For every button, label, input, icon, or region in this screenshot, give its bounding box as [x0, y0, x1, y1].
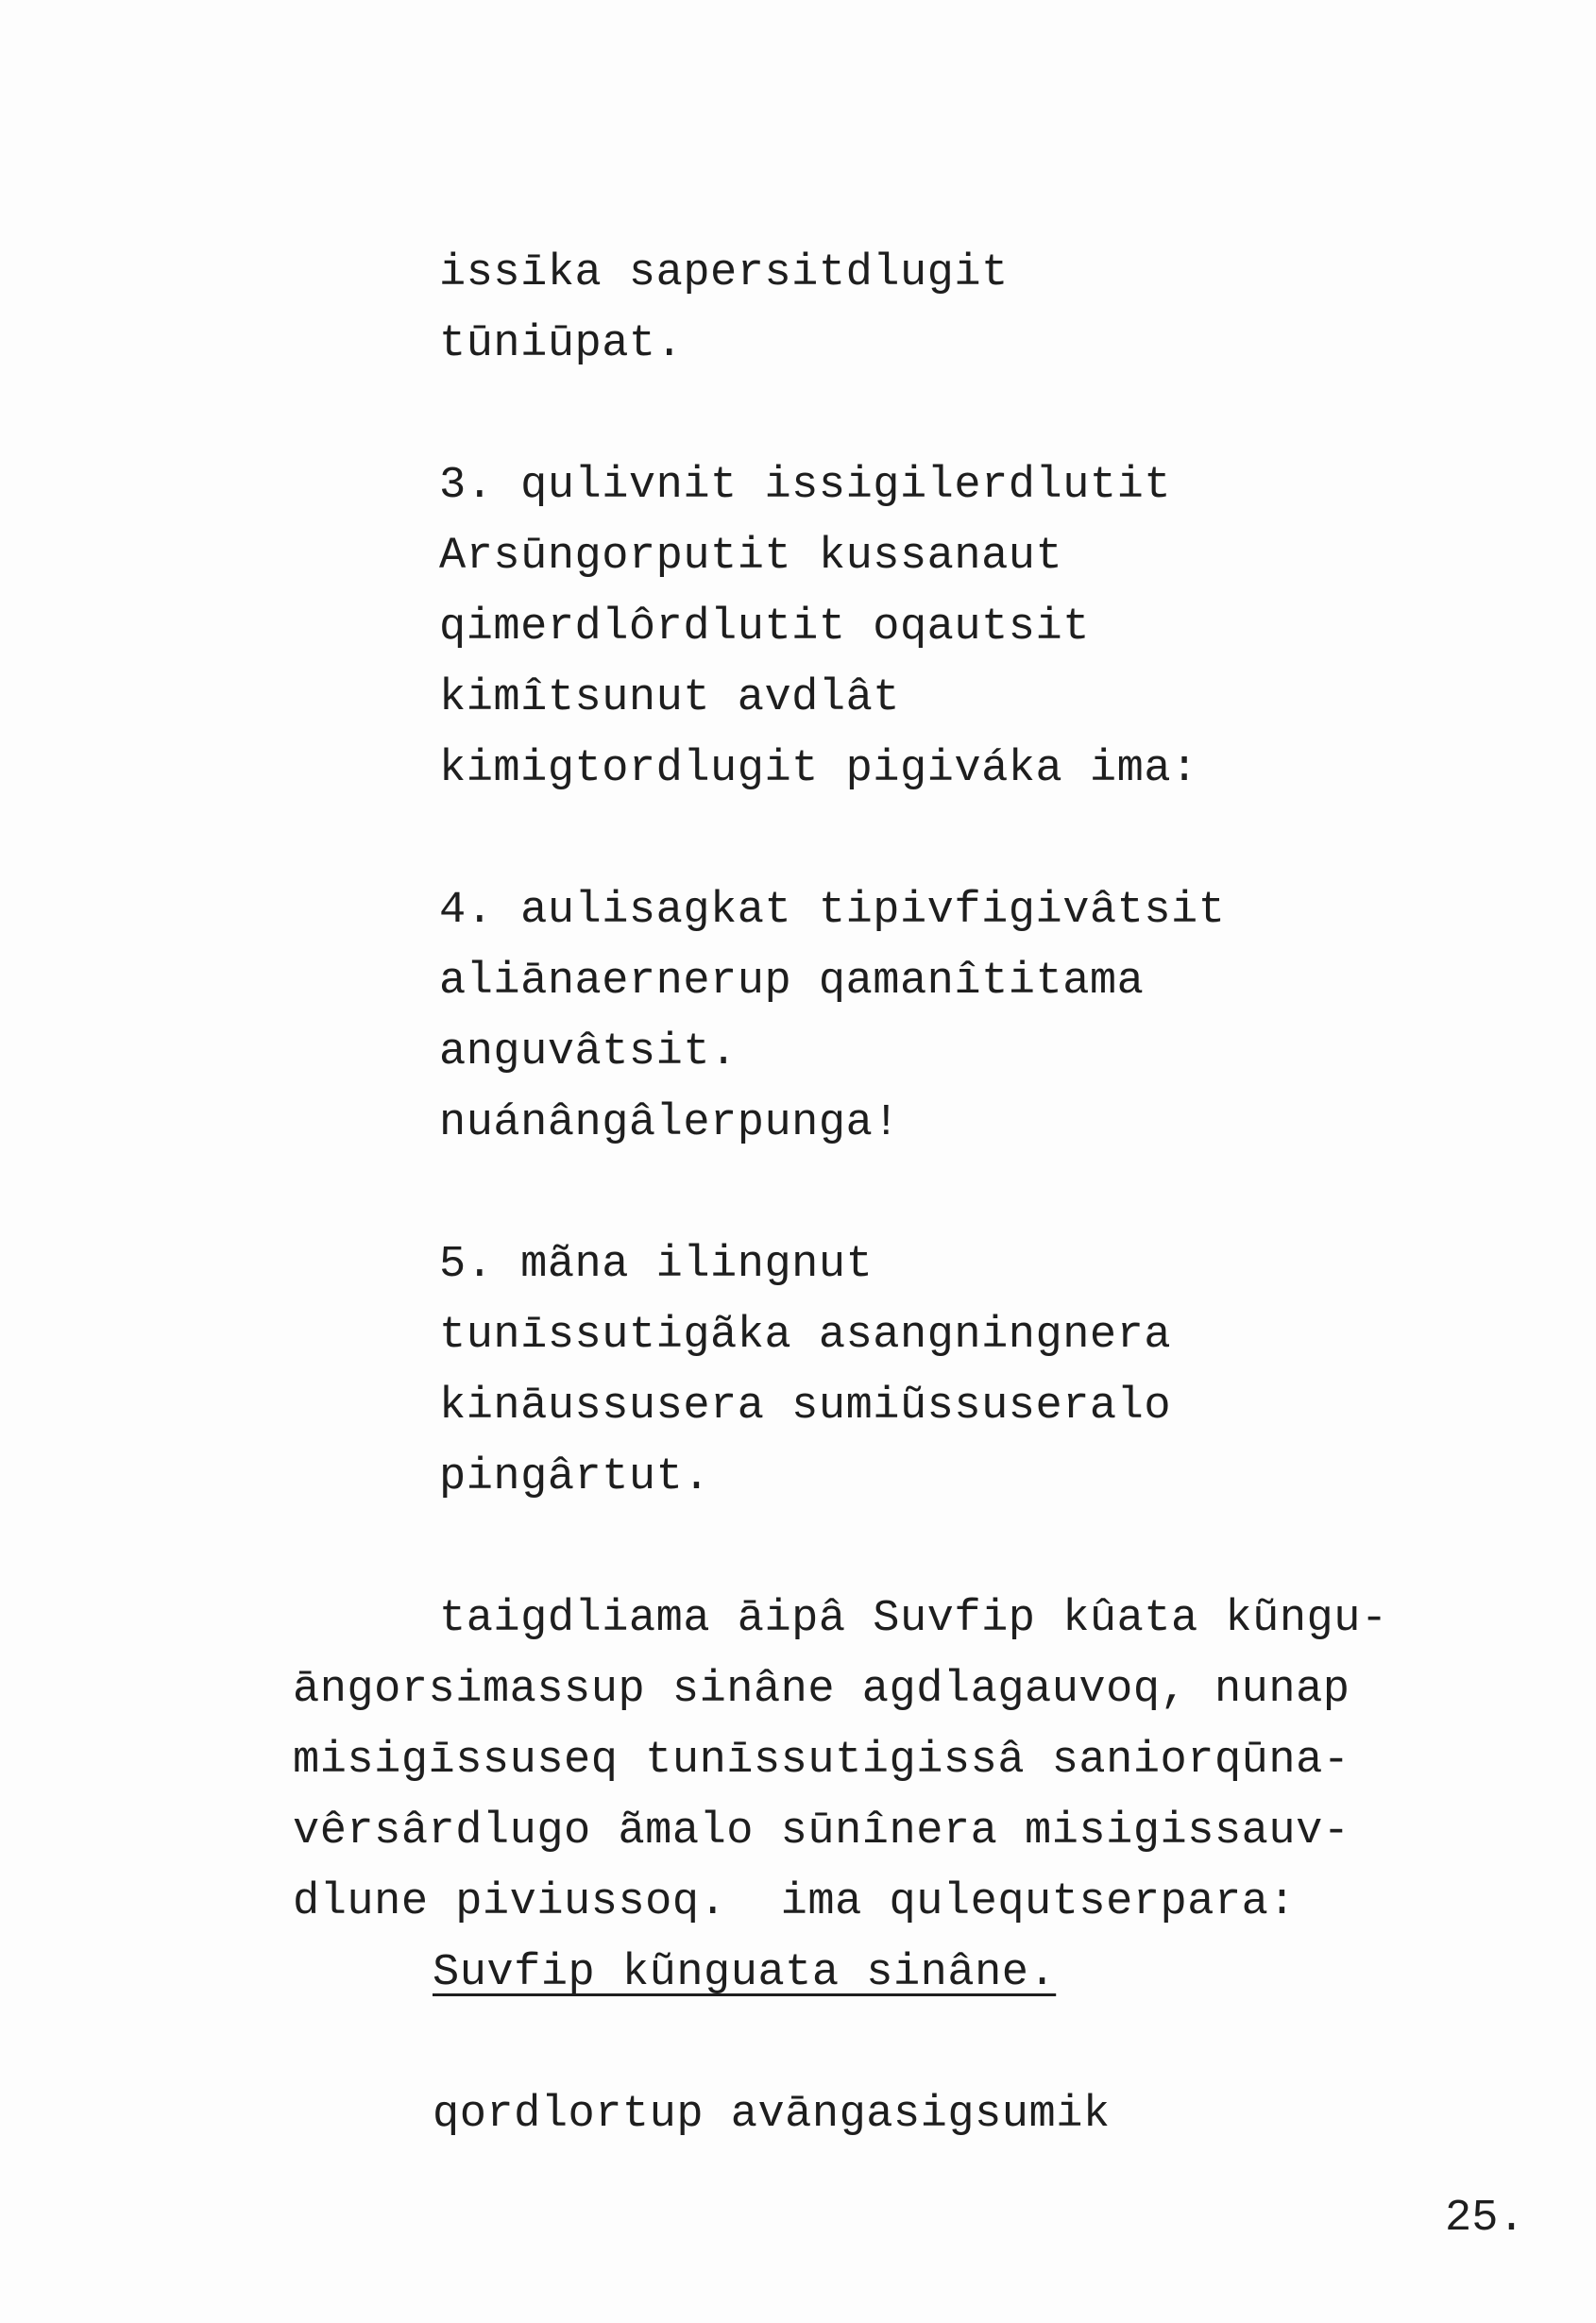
text-line: vêrsârdlugo ãmalo sūnînera misigissauv-	[293, 1806, 1350, 1857]
text-line: anguvâtsit.	[439, 1027, 738, 1077]
page-number: 25.	[1445, 2194, 1525, 2244]
text-line: nuánângâlerpunga!	[439, 1098, 900, 1148]
text-line: 4. aulisagkat tipivfigivâtsit	[439, 886, 1226, 936]
text-line: 5. mãna ilingnut	[439, 1240, 874, 1290]
text-line: kināussusera sumiũssuseralo	[439, 1382, 1172, 1432]
text-line: 3. qulivnit issigilerdlutit	[439, 461, 1172, 511]
text-line: misigīssuseq tunīssutigissâ saniorqūna-	[293, 1736, 1350, 1786]
text-line: dlune piviussoq. ima qulequtserpara:	[293, 1877, 1297, 1927]
text-line: tūniūpat.	[439, 319, 684, 369]
text-line: kimigtordlugit pigiváka ima:	[439, 744, 1198, 794]
underlined-title: Suvfip kũnguata sinâne.	[433, 1948, 1057, 1998]
text-line: aliānaernerup qamanîtitama	[439, 957, 1145, 1007]
text-line: qimerdlôrdlutit oqautsit	[439, 602, 1090, 653]
text-line: tunīssutigãka asangningnera	[439, 1311, 1172, 1361]
text-line: issīka sapersitdlugit	[439, 248, 1009, 298]
text-line: Arsūngorputit kussanaut	[439, 532, 1063, 582]
text-line: taigdliama āipâ Suvfip kûata kũngu-	[439, 1594, 1388, 1644]
text-line: qordlortup avāngasigsumik	[433, 2090, 1111, 2140]
text-line: āngorsimassup sinâne agdlagauvoq, nunap	[293, 1665, 1350, 1715]
text-line: pingârtut.	[439, 1452, 711, 1502]
text-line: kimîtsunut avdlât	[439, 673, 900, 723]
